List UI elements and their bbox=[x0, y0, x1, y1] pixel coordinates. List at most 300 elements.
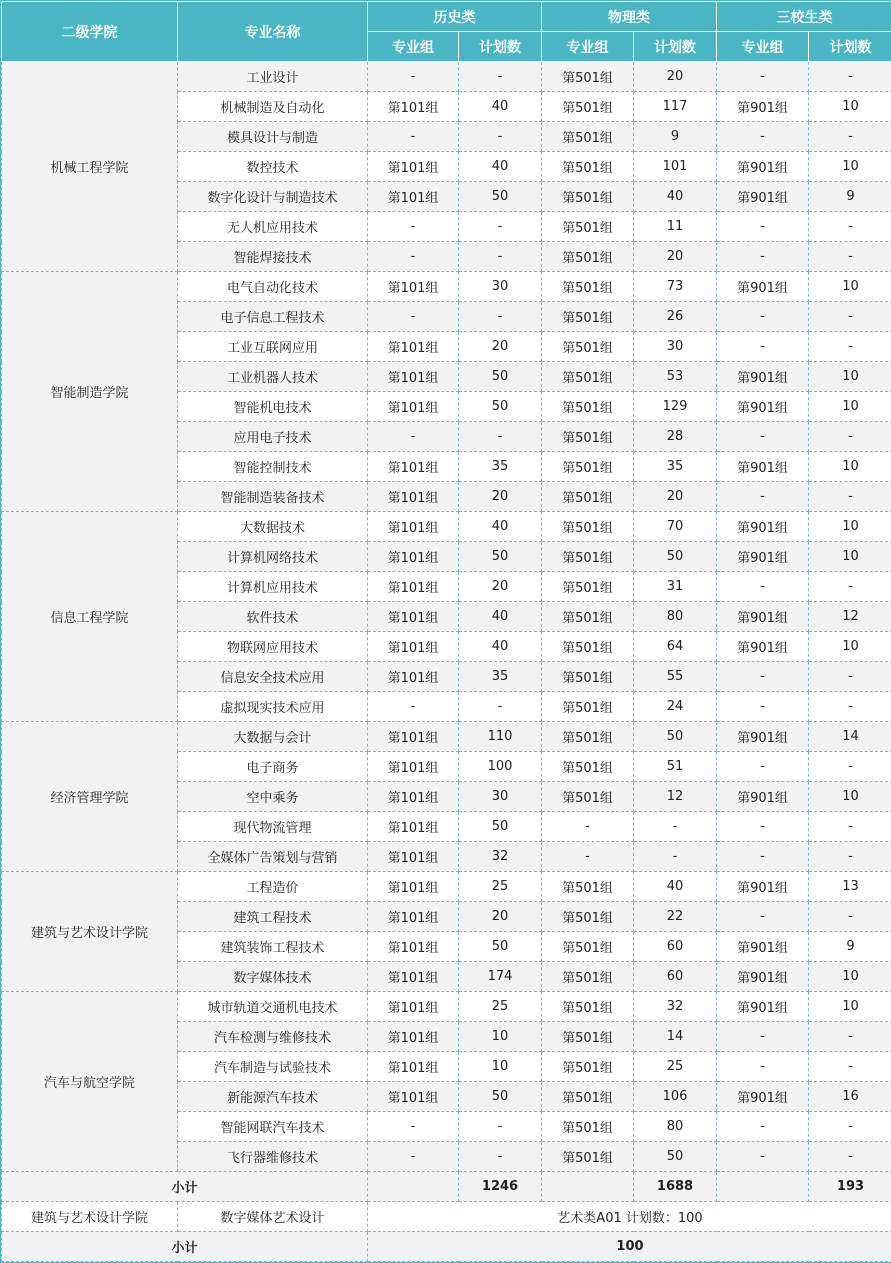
three-school-group: - bbox=[717, 242, 809, 272]
major-name: 汽车检测与维修技术 bbox=[178, 1022, 368, 1052]
physics-group: 第501组 bbox=[542, 482, 634, 512]
history-plan: 20 bbox=[459, 482, 542, 512]
physics-plan: 60 bbox=[634, 932, 717, 962]
three-school-plan: 10 bbox=[809, 92, 891, 122]
college-name: 建筑与艺术设计学院 bbox=[2, 872, 178, 992]
three-school-plan: 10 bbox=[809, 452, 891, 482]
physics-group: 第501组 bbox=[542, 992, 634, 1022]
three-school-group: 第901组 bbox=[717, 602, 809, 632]
three-school-plan: - bbox=[809, 842, 891, 872]
major-name: 电气自动化技术 bbox=[178, 272, 368, 302]
header-physics-group: 专业组 bbox=[542, 32, 634, 62]
three-school-plan: - bbox=[809, 482, 891, 512]
history-group: 第101组 bbox=[368, 512, 459, 542]
three-school-plan: - bbox=[809, 422, 891, 452]
physics-plan: 40 bbox=[634, 182, 717, 212]
history-plan: - bbox=[459, 1142, 542, 1172]
table-body bbox=[2, 62, 891, 1262]
history-group: 第101组 bbox=[368, 872, 459, 902]
history-plan: - bbox=[459, 302, 542, 332]
history-plan: 20 bbox=[459, 572, 542, 602]
three-school-group: 第901组 bbox=[717, 182, 809, 212]
college-name: 机械工程学院 bbox=[2, 62, 178, 272]
major-name: 机械制造及自动化 bbox=[178, 92, 368, 122]
physics-plan: - bbox=[634, 842, 717, 872]
three-school-plan: 14 bbox=[809, 722, 891, 752]
history-group: 第101组 bbox=[368, 662, 459, 692]
history-group: 第101组 bbox=[368, 722, 459, 752]
physics-plan: 35 bbox=[634, 452, 717, 482]
three-school-plan: - bbox=[809, 812, 891, 842]
physics-plan: 20 bbox=[634, 242, 717, 272]
three-school-plan: - bbox=[809, 692, 891, 722]
history-plan: 50 bbox=[459, 542, 542, 572]
physics-group: 第501组 bbox=[542, 392, 634, 422]
three-school-group: - bbox=[717, 692, 809, 722]
physics-group: 第501组 bbox=[542, 602, 634, 632]
art-row bbox=[2, 1202, 891, 1232]
physics-plan: 106 bbox=[634, 1082, 717, 1112]
physics-group: 第501组 bbox=[542, 422, 634, 452]
history-group: - bbox=[368, 692, 459, 722]
history-plan: - bbox=[459, 1112, 542, 1142]
physics-group: 第501组 bbox=[542, 332, 634, 362]
art-subtotal-row bbox=[2, 1232, 891, 1262]
physics-group: 第501组 bbox=[542, 572, 634, 602]
header-three-school: 三校生类 bbox=[717, 2, 891, 32]
three-school-group: - bbox=[717, 122, 809, 152]
three-school-plan: 10 bbox=[809, 152, 891, 182]
three-school-group: 第901组 bbox=[717, 962, 809, 992]
history-group: 第101组 bbox=[368, 932, 459, 962]
physics-group: 第501组 bbox=[542, 932, 634, 962]
physics-group: 第501组 bbox=[542, 452, 634, 482]
three-school-group: 第901组 bbox=[717, 542, 809, 572]
physics-group: 第501组 bbox=[542, 1052, 634, 1082]
history-plan: 50 bbox=[459, 812, 542, 842]
major-name: 智能机电技术 bbox=[178, 392, 368, 422]
physics-plan: 11 bbox=[634, 212, 717, 242]
major-name: 数字化设计与制造技术 bbox=[178, 182, 368, 212]
header-college: 二级学院 bbox=[2, 2, 178, 62]
subtotal-physics-group bbox=[542, 1172, 634, 1202]
table-row bbox=[2, 512, 891, 542]
college-name: 经济管理学院 bbox=[2, 722, 178, 872]
three-school-group: 第901组 bbox=[717, 92, 809, 122]
three-school-plan: - bbox=[809, 902, 891, 932]
physics-plan: 30 bbox=[634, 332, 717, 362]
subtotal-three-school-group bbox=[717, 1172, 809, 1202]
physics-group: 第501组 bbox=[542, 722, 634, 752]
major-name: 工业设计 bbox=[178, 62, 368, 92]
three-school-group: - bbox=[717, 62, 809, 92]
three-school-plan: 10 bbox=[809, 362, 891, 392]
major-name: 物联网应用技术 bbox=[178, 632, 368, 662]
physics-group: 第501组 bbox=[542, 212, 634, 242]
three-school-plan: 10 bbox=[809, 272, 891, 302]
three-school-plan: - bbox=[809, 1112, 891, 1142]
header-history-group: 专业组 bbox=[368, 32, 459, 62]
three-school-plan: - bbox=[809, 572, 891, 602]
subtotal-row bbox=[2, 1172, 891, 1202]
physics-plan: 53 bbox=[634, 362, 717, 392]
physics-plan: 25 bbox=[634, 1052, 717, 1082]
three-school-plan: 13 bbox=[809, 872, 891, 902]
three-school-group: 第901组 bbox=[717, 722, 809, 752]
history-group: 第101组 bbox=[368, 812, 459, 842]
physics-group: 第501组 bbox=[542, 632, 634, 662]
three-school-plan: - bbox=[809, 212, 891, 242]
three-school-group: 第901组 bbox=[717, 452, 809, 482]
history-group: - bbox=[368, 212, 459, 242]
major-name: 智能网联汽车技术 bbox=[178, 1112, 368, 1142]
three-school-group: 第901组 bbox=[717, 392, 809, 422]
art-subtotal-value: 100 bbox=[368, 1232, 891, 1262]
major-name: 城市轨道交通机电技术 bbox=[178, 992, 368, 1022]
history-group: 第101组 bbox=[368, 332, 459, 362]
physics-plan: 50 bbox=[634, 1142, 717, 1172]
physics-plan: 40 bbox=[634, 872, 717, 902]
physics-group: 第501组 bbox=[542, 662, 634, 692]
three-school-group: - bbox=[717, 1022, 809, 1052]
three-school-plan: - bbox=[809, 122, 891, 152]
physics-plan: 73 bbox=[634, 272, 717, 302]
three-school-group: 第901组 bbox=[717, 512, 809, 542]
three-school-plan: - bbox=[809, 302, 891, 332]
physics-group: - bbox=[542, 812, 634, 842]
history-group: 第101组 bbox=[368, 152, 459, 182]
major-name: 新能源汽车技术 bbox=[178, 1082, 368, 1112]
three-school-plan: - bbox=[809, 662, 891, 692]
history-plan: 10 bbox=[459, 1022, 542, 1052]
major-name: 现代物流管理 bbox=[178, 812, 368, 842]
history-plan: 30 bbox=[459, 782, 542, 812]
art-college: 建筑与艺术设计学院 bbox=[2, 1202, 178, 1232]
major-name: 虚拟现实技术应用 bbox=[178, 692, 368, 722]
history-plan: 10 bbox=[459, 1052, 542, 1082]
history-plan: 50 bbox=[459, 392, 542, 422]
physics-group: 第501组 bbox=[542, 782, 634, 812]
three-school-group: - bbox=[717, 332, 809, 362]
history-plan: 40 bbox=[459, 152, 542, 182]
three-school-plan: - bbox=[809, 1142, 891, 1172]
history-group: 第101组 bbox=[368, 1082, 459, 1112]
three-school-group: - bbox=[717, 902, 809, 932]
three-school-group: 第901组 bbox=[717, 872, 809, 902]
three-school-plan: - bbox=[809, 752, 891, 782]
three-school-group: - bbox=[717, 752, 809, 782]
physics-group: 第501组 bbox=[542, 1022, 634, 1052]
physics-plan: - bbox=[634, 812, 717, 842]
history-plan: - bbox=[459, 242, 542, 272]
major-name: 全媒体广告策划与营销 bbox=[178, 842, 368, 872]
history-group: 第101组 bbox=[368, 992, 459, 1022]
history-group: 第101组 bbox=[368, 752, 459, 782]
header-physics: 物理类 bbox=[542, 2, 717, 32]
three-school-group: - bbox=[717, 422, 809, 452]
physics-group: 第501组 bbox=[542, 902, 634, 932]
history-group: - bbox=[368, 62, 459, 92]
history-plan: 50 bbox=[459, 932, 542, 962]
physics-group: 第501组 bbox=[542, 692, 634, 722]
history-plan: - bbox=[459, 122, 542, 152]
header-major: 专业名称 bbox=[178, 2, 368, 62]
header-physics-plan: 计划数 bbox=[634, 32, 717, 62]
physics-plan: 31 bbox=[634, 572, 717, 602]
major-name: 空中乘务 bbox=[178, 782, 368, 812]
physics-plan: 9 bbox=[634, 122, 717, 152]
three-school-group: - bbox=[717, 1142, 809, 1172]
three-school-group: - bbox=[717, 572, 809, 602]
history-group: - bbox=[368, 242, 459, 272]
major-name: 智能焊接技术 bbox=[178, 242, 368, 272]
history-group: 第101组 bbox=[368, 962, 459, 992]
history-plan: 20 bbox=[459, 332, 542, 362]
history-group: 第101组 bbox=[368, 182, 459, 212]
three-school-plan: - bbox=[809, 62, 891, 92]
history-group: 第101组 bbox=[368, 1022, 459, 1052]
history-plan: 40 bbox=[459, 512, 542, 542]
major-name: 工业机器人技术 bbox=[178, 362, 368, 392]
major-name: 大数据与会计 bbox=[178, 722, 368, 752]
physics-plan: 14 bbox=[634, 1022, 717, 1052]
table-row bbox=[2, 992, 891, 1022]
three-school-plan: 10 bbox=[809, 632, 891, 662]
history-group: 第101组 bbox=[368, 482, 459, 512]
history-plan: 20 bbox=[459, 902, 542, 932]
physics-plan: 51 bbox=[634, 752, 717, 782]
history-plan: 50 bbox=[459, 362, 542, 392]
three-school-plan: - bbox=[809, 242, 891, 272]
major-name: 电子信息工程技术 bbox=[178, 302, 368, 332]
header-history-plan: 计划数 bbox=[459, 32, 542, 62]
subtotal-label: 小计 bbox=[2, 1172, 368, 1202]
history-plan: - bbox=[459, 62, 542, 92]
three-school-group: - bbox=[717, 302, 809, 332]
history-group: 第101组 bbox=[368, 1052, 459, 1082]
physics-group: 第501组 bbox=[542, 512, 634, 542]
history-plan: 32 bbox=[459, 842, 542, 872]
major-name: 应用电子技术 bbox=[178, 422, 368, 452]
physics-group: 第501组 bbox=[542, 122, 634, 152]
physics-plan: 50 bbox=[634, 542, 717, 572]
three-school-group: 第901组 bbox=[717, 932, 809, 962]
history-group: - bbox=[368, 1142, 459, 1172]
history-plan: - bbox=[459, 692, 542, 722]
history-group: 第101组 bbox=[368, 92, 459, 122]
three-school-plan: 10 bbox=[809, 512, 891, 542]
physics-plan: 22 bbox=[634, 902, 717, 932]
three-school-group: - bbox=[717, 662, 809, 692]
three-school-plan: - bbox=[809, 1052, 891, 1082]
three-school-plan: - bbox=[809, 332, 891, 362]
physics-plan: 55 bbox=[634, 662, 717, 692]
history-group: 第101组 bbox=[368, 842, 459, 872]
physics-plan: 129 bbox=[634, 392, 717, 422]
physics-plan: 80 bbox=[634, 1112, 717, 1142]
history-group: 第101组 bbox=[368, 452, 459, 482]
three-school-plan: 9 bbox=[809, 182, 891, 212]
physics-plan: 24 bbox=[634, 692, 717, 722]
history-plan: 100 bbox=[459, 752, 542, 782]
major-name: 工业互联网应用 bbox=[178, 332, 368, 362]
three-school-plan: 10 bbox=[809, 392, 891, 422]
major-name: 智能制造装备技术 bbox=[178, 482, 368, 512]
three-school-group: - bbox=[717, 1112, 809, 1142]
history-group: 第101组 bbox=[368, 272, 459, 302]
subtotal-three-school-value: 193 bbox=[809, 1172, 891, 1202]
three-school-plan: 10 bbox=[809, 782, 891, 812]
history-plan: 40 bbox=[459, 602, 542, 632]
major-name: 数字媒体技术 bbox=[178, 962, 368, 992]
header-three-school-plan: 计划数 bbox=[809, 32, 891, 62]
three-school-group: - bbox=[717, 212, 809, 242]
history-group: 第101组 bbox=[368, 362, 459, 392]
art-info: 艺术类A01 计划数：100 bbox=[368, 1202, 891, 1232]
history-group: 第101组 bbox=[368, 392, 459, 422]
history-plan: 35 bbox=[459, 662, 542, 692]
three-school-group: - bbox=[717, 482, 809, 512]
subtotal-physics-value: 1688 bbox=[634, 1172, 717, 1202]
physics-plan: 32 bbox=[634, 992, 717, 1022]
three-school-group: - bbox=[717, 812, 809, 842]
history-plan: 30 bbox=[459, 272, 542, 302]
three-school-plan: 9 bbox=[809, 932, 891, 962]
major-name: 计算机应用技术 bbox=[178, 572, 368, 602]
physics-plan: 70 bbox=[634, 512, 717, 542]
three-school-group: - bbox=[717, 1052, 809, 1082]
physics-group: 第501组 bbox=[542, 152, 634, 182]
art-subtotal-label: 小计 bbox=[2, 1232, 368, 1262]
major-name: 智能控制技术 bbox=[178, 452, 368, 482]
three-school-group: 第901组 bbox=[717, 632, 809, 662]
physics-plan: 101 bbox=[634, 152, 717, 182]
history-group: 第101组 bbox=[368, 902, 459, 932]
three-school-plan: 10 bbox=[809, 962, 891, 992]
table-row bbox=[2, 722, 891, 752]
three-school-plan: - bbox=[809, 1022, 891, 1052]
subtotal-history-value: 1246 bbox=[459, 1172, 542, 1202]
major-name: 大数据技术 bbox=[178, 512, 368, 542]
major-name: 建筑工程技术 bbox=[178, 902, 368, 932]
physics-group: 第501组 bbox=[542, 182, 634, 212]
physics-plan: 20 bbox=[634, 482, 717, 512]
header-history: 历史类 bbox=[368, 2, 542, 32]
subtotal-history-group bbox=[368, 1172, 459, 1202]
physics-plan: 64 bbox=[634, 632, 717, 662]
physics-group: - bbox=[542, 842, 634, 872]
history-plan: - bbox=[459, 422, 542, 452]
major-name: 建筑装饰工程技术 bbox=[178, 932, 368, 962]
history-plan: 35 bbox=[459, 452, 542, 482]
three-school-group: 第901组 bbox=[717, 272, 809, 302]
three-school-plan: 16 bbox=[809, 1082, 891, 1112]
physics-group: 第501组 bbox=[542, 872, 634, 902]
physics-group: 第501组 bbox=[542, 272, 634, 302]
history-group: - bbox=[368, 302, 459, 332]
three-school-plan: 10 bbox=[809, 992, 891, 1022]
physics-group: 第501组 bbox=[542, 752, 634, 782]
history-group: - bbox=[368, 122, 459, 152]
college-name: 信息工程学院 bbox=[2, 512, 178, 722]
physics-plan: 12 bbox=[634, 782, 717, 812]
table-row bbox=[2, 272, 891, 302]
history-plan: 40 bbox=[459, 92, 542, 122]
three-school-plan: 12 bbox=[809, 602, 891, 632]
three-school-group: 第901组 bbox=[717, 992, 809, 1022]
physics-plan: 50 bbox=[634, 722, 717, 752]
table-row bbox=[2, 872, 891, 902]
major-name: 工程造价 bbox=[178, 872, 368, 902]
major-name: 电子商务 bbox=[178, 752, 368, 782]
major-name: 飞行器维修技术 bbox=[178, 1142, 368, 1172]
history-group: 第101组 bbox=[368, 602, 459, 632]
college-name: 智能制造学院 bbox=[2, 272, 178, 512]
three-school-group: 第901组 bbox=[717, 362, 809, 392]
history-group: 第101组 bbox=[368, 782, 459, 812]
history-plan: 50 bbox=[459, 182, 542, 212]
major-name: 数控技术 bbox=[178, 152, 368, 182]
physics-group: 第501组 bbox=[542, 1112, 634, 1142]
history-plan: - bbox=[459, 212, 542, 242]
three-school-plan: 10 bbox=[809, 542, 891, 572]
enrollment-plan-table bbox=[1, 1, 891, 1262]
physics-plan: 117 bbox=[634, 92, 717, 122]
physics-plan: 26 bbox=[634, 302, 717, 332]
major-name: 计算机网络技术 bbox=[178, 542, 368, 572]
art-major: 数字媒体艺术设计 bbox=[178, 1202, 368, 1232]
history-group: 第101组 bbox=[368, 632, 459, 662]
major-name: 软件技术 bbox=[178, 602, 368, 632]
history-group: - bbox=[368, 1112, 459, 1142]
physics-plan: 20 bbox=[634, 62, 717, 92]
physics-plan: 60 bbox=[634, 962, 717, 992]
history-group: 第101组 bbox=[368, 572, 459, 602]
physics-group: 第501组 bbox=[542, 962, 634, 992]
history-group: - bbox=[368, 422, 459, 452]
physics-plan: 28 bbox=[634, 422, 717, 452]
major-name: 汽车制造与试验技术 bbox=[178, 1052, 368, 1082]
major-name: 模具设计与制造 bbox=[178, 122, 368, 152]
physics-group: 第501组 bbox=[542, 242, 634, 272]
history-plan: 174 bbox=[459, 962, 542, 992]
three-school-group: - bbox=[717, 842, 809, 872]
history-plan: 25 bbox=[459, 872, 542, 902]
three-school-group: 第901组 bbox=[717, 782, 809, 812]
three-school-group: 第901组 bbox=[717, 1082, 809, 1112]
history-plan: 40 bbox=[459, 632, 542, 662]
table-row bbox=[2, 62, 891, 92]
header-three-school-group: 专业组 bbox=[717, 32, 809, 62]
physics-group: 第501组 bbox=[542, 542, 634, 572]
table-header bbox=[2, 2, 891, 62]
physics-group: 第501组 bbox=[542, 92, 634, 122]
college-name: 汽车与航空学院 bbox=[2, 992, 178, 1172]
three-school-group: 第901组 bbox=[717, 152, 809, 182]
physics-group: 第501组 bbox=[542, 62, 634, 92]
history-plan: 25 bbox=[459, 992, 542, 1022]
physics-group: 第501组 bbox=[542, 362, 634, 392]
physics-plan: 80 bbox=[634, 602, 717, 632]
history-plan: 110 bbox=[459, 722, 542, 752]
major-name: 信息安全技术应用 bbox=[178, 662, 368, 692]
history-plan: 50 bbox=[459, 1082, 542, 1112]
physics-group: 第501组 bbox=[542, 1142, 634, 1172]
physics-group: 第501组 bbox=[542, 302, 634, 332]
major-name: 无人机应用技术 bbox=[178, 212, 368, 242]
physics-group: 第501组 bbox=[542, 1082, 634, 1112]
history-group: 第101组 bbox=[368, 542, 459, 572]
